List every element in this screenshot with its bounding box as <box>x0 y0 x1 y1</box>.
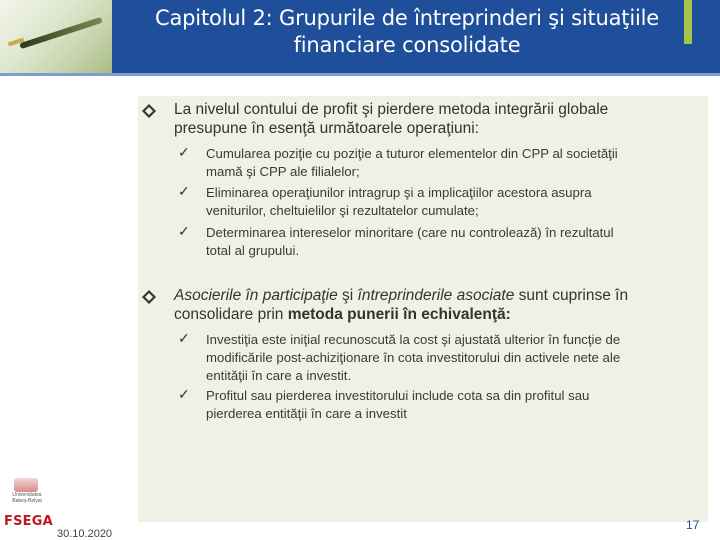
diamond-bullet-icon <box>142 290 156 304</box>
header-pen-image <box>0 0 112 73</box>
logo-subtext: Universitatea Babeş-Bolyai <box>12 492 42 504</box>
university-crest-icon <box>14 478 38 492</box>
list-item-line: Determinarea intereselor minoritare (care nu controlează) în rezultatul <box>206 225 614 240</box>
fsega-logo <box>4 478 53 536</box>
list-item-line: entităţii în care a investit. <box>206 368 352 383</box>
list-item-line: Investiţia este iniţial recunoscută la cost şi ajustată ulterior în funcţie de <box>206 332 621 347</box>
list-item-line: Profitul sau pierderea investitorului include cota sa din profitul sau <box>206 388 590 403</box>
section-2-line-1 <box>174 287 710 306</box>
slide-title <box>112 5 702 59</box>
checkmark-icon: ✓ <box>178 183 190 199</box>
logo-text: FSEGA <box>4 514 53 529</box>
checkmark-icon: ✓ <box>178 330 190 346</box>
pen-icon <box>19 17 103 49</box>
slide-header <box>0 0 720 73</box>
checkmark-icon: ✓ <box>178 223 190 239</box>
emphasis-text: întreprinderile asociate <box>357 287 515 304</box>
list-item-text <box>206 224 704 260</box>
section-2-text <box>174 287 710 324</box>
slide-date: 30.10.2020 <box>57 528 113 540</box>
list-item-text <box>206 387 704 423</box>
list-item-line: pierderea entităţii în care a investit <box>206 406 407 421</box>
diamond-bullet-icon <box>142 104 156 118</box>
list-item-line: modificările post-achiziţionare în cota investitorului din activele nete ale <box>206 350 621 365</box>
connector-text: şi <box>337 287 358 304</box>
list-item-line: Eliminarea operaţiunilor intragrup şi a implicaţiilor acestora asupra <box>206 185 592 200</box>
list-item-line: total al grupului. <box>206 243 300 258</box>
list-item-line: veniturilor, cheltuielilor şi rezultatelor cumulate; <box>206 203 479 218</box>
section-1-text <box>174 101 710 138</box>
left-margin <box>0 76 138 540</box>
emphasis-text: Asocierile în participaţie <box>174 287 338 304</box>
slide-title-line-2: financiare consolidate <box>293 33 521 57</box>
connector-text: sunt cuprinse în <box>514 287 629 304</box>
checkmark-icon: ✓ <box>178 144 190 160</box>
content-panel <box>138 96 708 522</box>
list-item-line: Cumularea poziţie cu poziţie a tuturor elementelor din CPP al societăţii <box>206 146 618 161</box>
section-1-line-1: La nivelul contului de profit şi pierdere metoda integrării globale <box>174 101 609 118</box>
section-2-line-2 <box>174 306 710 325</box>
list-item-text <box>206 184 704 220</box>
connector-text: consolidare prin <box>174 305 288 323</box>
list-item-line: mamă şi CPP ale filialelor; <box>206 164 360 179</box>
list-item-text <box>206 145 704 181</box>
section-1-line-2: presupune în esenţă următoarele operaţiuni: <box>174 119 480 137</box>
page-number: 17 <box>686 518 700 532</box>
list-item-text <box>206 331 704 385</box>
slide-title-line-1: Capitolul 2: Grupurile de întreprinderi şi situaţiile <box>155 6 659 30</box>
bold-text: metoda punerii în echivalenţă: <box>287 305 511 323</box>
checkmark-icon: ✓ <box>178 386 190 402</box>
